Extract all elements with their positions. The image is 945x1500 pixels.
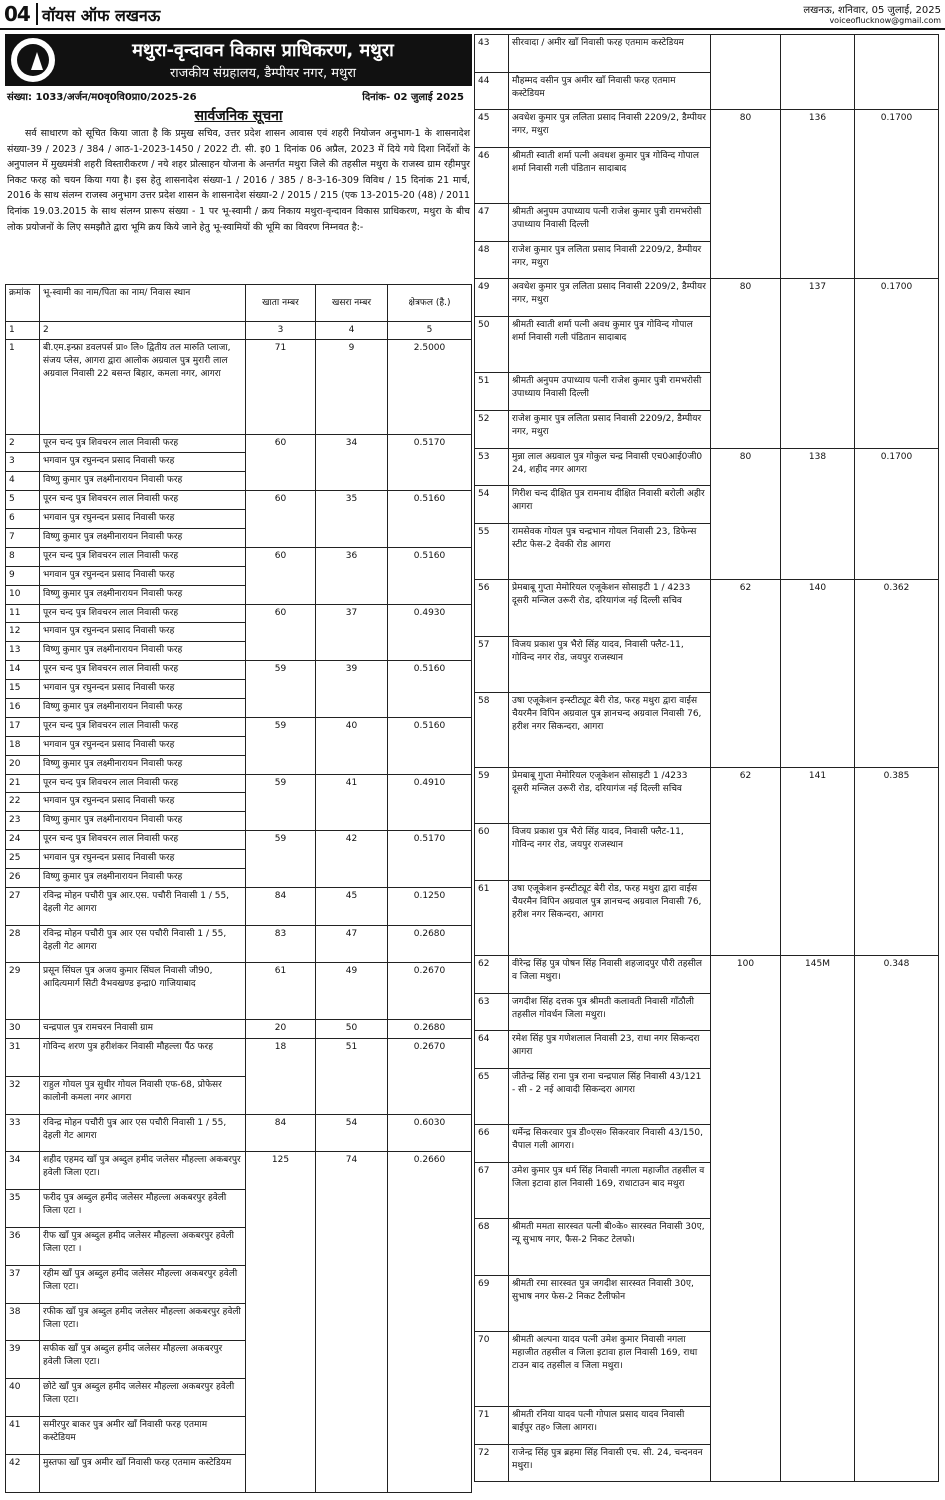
serial-cell: 51 bbox=[475, 373, 509, 411]
serial-cell: 24 bbox=[6, 831, 40, 850]
header-owner: भू-स्वामी का नाम/पिता का नाम/ निवास स्थान bbox=[40, 285, 246, 322]
serial-cell: 44 bbox=[475, 72, 509, 110]
khata-cell: 84 bbox=[246, 1114, 316, 1152]
authority-name: मथुरा-वृन्दावन विकास प्राधिकरण, मथुरा bbox=[132, 40, 394, 61]
serial-cell: 7 bbox=[6, 528, 40, 547]
table-row bbox=[475, 448, 939, 486]
area-cell: 0.1700 bbox=[855, 110, 939, 279]
owner-cell: विष्णु कुमार पुत्र लक्ष्मीनारायन निवासी फरह bbox=[40, 868, 246, 887]
serial-cell: 22 bbox=[6, 793, 40, 812]
owner-cell: वीरेन्द्र सिंह पुत्र पोषन सिंह निवासी शहजादपुर पौरी तहसील व जिला मथुरा। bbox=[509, 956, 711, 994]
serial-cell: 12 bbox=[6, 623, 40, 642]
table-row bbox=[6, 925, 472, 963]
khata-cell: 59 bbox=[246, 717, 316, 774]
khasra-cell: 140 bbox=[781, 580, 855, 768]
area-cell: 0.2680 bbox=[388, 925, 472, 963]
area-cell: 2.5000 bbox=[388, 340, 472, 435]
notice-body: सर्व साधारण को सूचित किया जाता है कि प्रमुख सचिव, उत्तर प्रदेश शासन आवास एवं शहरी नियोजन अनुभाग-1 के शासनादेश संख्या-39 / 2023 / 384 / आठ-1-2023-1450 / 2022 टी. सी. इ0 1 दिनांक 06 अप्रैल, 2023 में दिये गये दिशा निर्देशों के अनुपालन में मुख्यमंत्री शहरी विस्तारीकरण / नये शहर प्रोत्साहन योजना के अन्तर्गत मथुरा जिले की तहसील मथुरा के राजस्व ग्राम रहीमपुर निकट फरह को चयन किया गया है। इस हेतु शासनादेश संख्या-1 / 2016 / 385 / 8-3-16-309 विविध / 15 दिनांक 21 मार्च, 2016 के साथ संलग्न राजस्व अनुभाग उत्तर प्रदेश शासन के शासनादेश संख्या-2 / 2015 / 215 (एक 13-2015-20 (48) / 2011 दिनांक 19.03.2015 के साथ संलग्न प्रारूप संख्या - 1 पर भू-स्वामी / क्रय निकाय मथुरा-वृन्दावन विकास प्राधिकरण, मथुरा के बीच लोक प्रयोजनों के लिए समझौते द्वारा भूमि क्रय किये जाने हेतु भू-स्वामियों की भूमि का विवरण निम्नवत है:- bbox=[7, 128, 470, 233]
owner-cell: विष्णु कुमार पुत्र लक्ष्मीनारायन निवासी फरह bbox=[40, 755, 246, 774]
serial-cell: 28 bbox=[6, 925, 40, 963]
table-row bbox=[6, 547, 472, 566]
owner-cell: श्रीमती अल्पना यादव पत्नी उमेश कुमार निवासी नगला महाजीत तहसील व जिला इटावा हाल निवासी 169, राधा टाउन बाद तहसील व जिला मथुरा। bbox=[509, 1331, 711, 1406]
table-row bbox=[6, 887, 472, 925]
owner-cell: भगवान पुत्र रघुनन्दन प्रसाद निवासी फरह bbox=[40, 793, 246, 812]
khata-cell bbox=[711, 35, 781, 110]
serial-cell: 66 bbox=[475, 1125, 509, 1163]
land-table-right bbox=[474, 34, 939, 1482]
table-row bbox=[6, 963, 472, 1020]
serial-cell: 11 bbox=[6, 604, 40, 623]
table-row bbox=[6, 831, 472, 850]
serial-cell: 65 bbox=[475, 1068, 509, 1124]
owner-cell: पूरन चन्द पुत्र शिवचरन लाल निवासी फरह bbox=[40, 604, 246, 623]
owner-cell: प्रेमबाबू गुप्ता मेमोरियल एजूकेशन सोसाइटी 1 /4233 दूसरी मन्जिल उरूरी रोड, दरियागंज नई दिल्ली सचिव bbox=[509, 768, 711, 824]
khata-cell: 60 bbox=[246, 604, 316, 661]
serial-cell: 58 bbox=[475, 692, 509, 767]
owner-cell: फरीद पुत्र अब्दुल हमीद जलेसर मौहल्ला अकबरपुर हवेली जिला एटा । bbox=[40, 1190, 246, 1228]
table-row bbox=[475, 956, 939, 994]
land-table-left bbox=[5, 284, 472, 1493]
khasra-cell: 36 bbox=[316, 547, 388, 604]
serial-cell: 57 bbox=[475, 636, 509, 692]
owner-cell: विष्णु कुमार पुत्र लक्ष्मीनारायन निवासी फरह bbox=[40, 472, 246, 491]
serial-cell: 64 bbox=[475, 1031, 509, 1069]
issue-date: लखनऊ, शनिवार, 05 जुलाई, 2025 bbox=[803, 5, 941, 16]
reference-line bbox=[5, 88, 472, 104]
owner-cell: सीरवादा / अमीर खाँ निवासी फरह एतमाम कस्टेडियम bbox=[509, 35, 711, 73]
serial-cell: 16 bbox=[6, 698, 40, 717]
owner-cell: विष्णु कुमार पुत्र लक्ष्मीनारायन निवासी फरह bbox=[40, 812, 246, 831]
khata-cell: 62 bbox=[711, 768, 781, 956]
serial-cell: 34 bbox=[6, 1152, 40, 1190]
serial-cell: 70 bbox=[475, 1331, 509, 1406]
khasra-cell: 9 bbox=[316, 340, 388, 435]
serial-cell: 17 bbox=[6, 717, 40, 736]
table-row bbox=[475, 580, 939, 636]
serial-cell: 39 bbox=[6, 1341, 40, 1379]
khata-cell: 84 bbox=[246, 887, 316, 925]
owner-cell: रीफ खाँ पुत्र अब्दुल हमीद जलेसर मौहल्ला अकबरपुर हवेली जिला एटा । bbox=[40, 1228, 246, 1266]
khata-cell: 62 bbox=[711, 580, 781, 768]
owner-cell: भगवान पुत्र रघुनन्दन प्रसाद निवासी फरह bbox=[40, 736, 246, 755]
table-header-row bbox=[6, 285, 472, 322]
table-row bbox=[475, 110, 939, 148]
serial-cell: 54 bbox=[475, 486, 509, 524]
owner-cell: जगदीश सिंह दत्तक पुत्र श्रीमती कलावती निवासी गाँठौली तहसील गोवर्धन जिला मथुरा। bbox=[509, 993, 711, 1031]
owner-cell: श्रीमती ममता सारस्वत पत्नी बी०के० सारस्वत निवासी 30ए, न्यू सुभाष नगर, फैस-2 निकट टेलफो। bbox=[509, 1219, 711, 1275]
serial-cell: 30 bbox=[6, 1020, 40, 1039]
serial-cell: 41 bbox=[6, 1417, 40, 1455]
owner-cell: भगवान पुत्र रघुनन्दन प्रसाद निवासी फरह bbox=[40, 453, 246, 472]
serial-cell: 6 bbox=[6, 510, 40, 529]
owner-cell: भगवान पुत्र रघुनन्दन प्रसाद निवासी फरह bbox=[40, 850, 246, 869]
area-cell: 0.348 bbox=[855, 956, 939, 1482]
khasra-cell: 45 bbox=[316, 887, 388, 925]
serial-cell: 72 bbox=[475, 1444, 509, 1482]
area-cell: 0.5160 bbox=[388, 661, 472, 718]
area-cell: 0.385 bbox=[855, 768, 939, 956]
khasra-cell: 40 bbox=[316, 717, 388, 774]
serial-cell: 48 bbox=[475, 241, 509, 279]
area-cell: 0.2680 bbox=[388, 1020, 472, 1039]
area-cell: 0.2660 bbox=[388, 1152, 472, 1492]
serial-cell: 10 bbox=[6, 585, 40, 604]
table-row bbox=[6, 661, 472, 680]
serial-cell: 47 bbox=[475, 204, 509, 242]
index-cell: 4 bbox=[316, 322, 388, 340]
owner-cell: विजय प्रकाश पुत्र भैरो सिंह यादव, निवासी फ्लैट-11, गोविन्द नगर रोड, जयपुर राजस्थान bbox=[509, 636, 711, 692]
khasra-cell: 138 bbox=[781, 448, 855, 580]
owner-cell: बी.एम.इन्फ्रा डवलपर्स प्रा० लि० द्वितीय तल मारुति प्लाजा, संजय प्लेस, आगरा द्वारा आलोक अग्रवाल पुत्र मुरारी लाल अग्रवाल निवासी 22 बसन्त बिहार, कमला नगर, आगरा bbox=[40, 340, 246, 435]
owner-cell: पूरन चन्द पुत्र शिवचरन लाल निवासी फरह bbox=[40, 547, 246, 566]
serial-cell: 4 bbox=[6, 472, 40, 491]
owner-cell: मौहम्मद वसीन पुत्र अमीर खाँ निवासी फरह एतमाम कस्टेडियम bbox=[509, 72, 711, 110]
area-cell: 0.5160 bbox=[388, 491, 472, 548]
reference-date: दिनांक- 02 जुलाई 2025 bbox=[362, 92, 464, 103]
table-row bbox=[6, 1020, 472, 1039]
serial-cell: 68 bbox=[475, 1219, 509, 1275]
khata-cell: 83 bbox=[246, 925, 316, 963]
owner-cell: रविन्द्र मोहन पचौरी पुत्र आर एस पचौरी निवासी 1 / 55, देहली गेट आगरा bbox=[40, 1114, 246, 1152]
table-row bbox=[6, 1152, 472, 1190]
owner-cell: उषा एजूकेशन इन्स्टीट्यूट बेरी रोड, फरह मथुरा द्वारा वाईस चैयरमैन विपिन अग्रवाल पुत्र ज्ञानचन्द अग्रवाल निवासी 76, हरीश नगर सिकन्दरा, आगरा bbox=[509, 880, 711, 955]
owner-cell: श्रीमती अनुपम उपाध्याय पत्नी राजेश कुमार पुत्री रामभरोसी उपाध्याय निवासी दिल्ली bbox=[509, 204, 711, 242]
khasra-cell: 141 bbox=[781, 768, 855, 956]
serial-cell: 62 bbox=[475, 956, 509, 994]
authority-address: राजकीय संग्रहालय, डैम्पीयर नगर, मथुरा bbox=[169, 66, 357, 81]
right-column bbox=[474, 34, 939, 1482]
owner-cell: विष्णु कुमार पुत्र लक्ष्मीनारायन निवासी फरह bbox=[40, 642, 246, 661]
khata-cell: 20 bbox=[246, 1020, 316, 1039]
serial-cell: 29 bbox=[6, 963, 40, 1020]
serial-cell: 32 bbox=[6, 1076, 40, 1114]
area-cell: 0.5170 bbox=[388, 434, 472, 491]
serial-cell: 63 bbox=[475, 993, 509, 1031]
owner-cell: श्रीमती रमा सारस्वत पुत्र जगदीश सारस्वत निवासी 30ए, सुभाष नगर फेस-2 निकट टैलीफोन bbox=[509, 1275, 711, 1331]
owner-cell: पूरन चन्द पुत्र शिवचरन लाल निवासी फरह bbox=[40, 831, 246, 850]
serial-cell: 50 bbox=[475, 316, 509, 372]
owner-cell: पूरन चन्द पुत्र शिवचरन लाल निवासी फरह bbox=[40, 491, 246, 510]
serial-cell: 67 bbox=[475, 1162, 509, 1218]
owner-cell: भगवान पुत्र रघुनन्दन प्रसाद निवासी फरह bbox=[40, 623, 246, 642]
owner-cell: विष्णु कुमार पुत्र लक्ष्मीनारायन निवासी फरह bbox=[40, 698, 246, 717]
serial-cell: 36 bbox=[6, 1228, 40, 1266]
serial-cell: 55 bbox=[475, 523, 509, 579]
khasra-cell: 41 bbox=[316, 774, 388, 831]
khasra-cell: 47 bbox=[316, 925, 388, 963]
header-khata: खाता नम्बर bbox=[246, 285, 316, 322]
owner-cell: राजेन्द्र सिंह पुत्र ब्रहमा सिंह निवासी एच. सी. 24, चन्दनवन मथुरा। bbox=[509, 1444, 711, 1482]
owner-cell: चन्द्रपाल पुत्र रामचरन निवासी ग्राम bbox=[40, 1020, 246, 1039]
owner-cell: भगवान पुत्र रघुनन्दन प्रसाद निवासी फरह bbox=[40, 566, 246, 585]
area-cell: 0.1700 bbox=[855, 279, 939, 448]
table-row bbox=[475, 768, 939, 824]
serial-cell: 53 bbox=[475, 448, 509, 486]
owner-cell: पूरन चन्द पुत्र शिवचरन लाल निवासी फरह bbox=[40, 774, 246, 793]
notice-title: सार्वजनिक सूचना bbox=[194, 108, 283, 124]
table-row bbox=[6, 434, 472, 453]
serial-cell: 3 bbox=[6, 453, 40, 472]
owner-cell: पूरन चन्द पुत्र शिवचरन लाल निवासी फरह bbox=[40, 717, 246, 736]
khata-cell: 71 bbox=[246, 340, 316, 435]
masthead-divider bbox=[36, 3, 38, 25]
khasra-cell: 51 bbox=[316, 1039, 388, 1115]
khata-cell: 125 bbox=[246, 1152, 316, 1492]
area-cell: 0.1700 bbox=[855, 448, 939, 580]
serial-cell: 8 bbox=[6, 547, 40, 566]
owner-cell: प्रसून सिंघल पुत्र अजय कुमार सिंघल निवासी जी90, आदित्यमार्ग सिटी वैभवखण्ड इन्द्रा0 गाजियाबाद bbox=[40, 963, 246, 1020]
area-cell: 0.4930 bbox=[388, 604, 472, 661]
khasra-cell: 74 bbox=[316, 1152, 388, 1492]
owner-cell: विष्णु कुमार पुत्र लक्ष्मीनारायन निवासी फरह bbox=[40, 528, 246, 547]
area-cell: 0.362 bbox=[855, 580, 939, 768]
khata-cell: 60 bbox=[246, 547, 316, 604]
newspaper-name: वॉयस ऑफ लखनऊ bbox=[42, 6, 161, 25]
index-cell: 2 bbox=[40, 322, 246, 340]
khasra-cell: 42 bbox=[316, 831, 388, 888]
khata-cell: 59 bbox=[246, 661, 316, 718]
header-khasra: खसरा नम्बर bbox=[316, 285, 388, 322]
owner-cell: रहीम खाँ पुत्र अब्दुल हमीद जलेसर मौहल्ला अकबरपुर हवेली जिला एटा। bbox=[40, 1265, 246, 1303]
serial-cell: 13 bbox=[6, 642, 40, 661]
owner-cell: पूरन चन्द पुत्र शिवचरन लाल निवासी फरह bbox=[40, 661, 246, 680]
serial-cell: 42 bbox=[6, 1454, 40, 1492]
khasra-cell: 37 bbox=[316, 604, 388, 661]
owner-cell: गोविन्द शरण पुत्र हरीशंकर निवासी मौहल्ला पैंठ फरह bbox=[40, 1039, 246, 1077]
area-cell: 0.1250 bbox=[388, 887, 472, 925]
owner-cell: रविन्द्र मोहन पचौरी पुत्र आर एस पचौरी निवासी 1 / 55, देहली गेट आगरा bbox=[40, 925, 246, 963]
khata-cell: 100 bbox=[711, 956, 781, 1482]
owner-cell: पूरन चन्द पुत्र शिवचरन लाल निवासी फरह bbox=[40, 434, 246, 453]
khasra-cell: 39 bbox=[316, 661, 388, 718]
serial-cell: 45 bbox=[475, 110, 509, 148]
serial-cell: 71 bbox=[475, 1407, 509, 1445]
serial-cell: 26 bbox=[6, 868, 40, 887]
khata-cell: 59 bbox=[246, 774, 316, 831]
owner-cell: छोटे खाँ पुत्र अब्दुल हमीद जलेसर मौहल्ला अकबरपुर हवेली जिला एटा। bbox=[40, 1379, 246, 1417]
index-cell: 5 bbox=[388, 322, 472, 340]
khasra-cell: 35 bbox=[316, 491, 388, 548]
owner-cell: उमेश कुमार पुत्र धर्म सिंह निवासी नगला महाजीत तहसील व जिला इटावा हाल निवासी 169, राधाटाउन बाद मथुरा bbox=[509, 1162, 711, 1218]
serial-cell: 43 bbox=[475, 35, 509, 73]
owner-cell: राजेश कुमार पुत्र ललिता प्रसाद निवासी 2209/2, डैम्पीयर नगर, मथुरा bbox=[509, 241, 711, 279]
table-row bbox=[6, 1114, 472, 1152]
authority-logo-icon bbox=[11, 38, 55, 82]
khasra-cell: 54 bbox=[316, 1114, 388, 1152]
owner-cell: शहीद एहमद खाँ पुत्र अब्दुल हमीद जलेसर मौहल्ला अकबरपुर हवेली जिला एटा। bbox=[40, 1152, 246, 1190]
khasra-cell bbox=[781, 35, 855, 110]
khata-cell: 80 bbox=[711, 110, 781, 279]
serial-cell: 33 bbox=[6, 1114, 40, 1152]
table-index-row bbox=[6, 322, 472, 340]
table-body-right bbox=[475, 35, 939, 1482]
table-row bbox=[6, 1039, 472, 1077]
left-column bbox=[5, 34, 472, 1493]
owner-cell: राजेश कुमार पुत्र ललिता प्रसाद निवासी 2209/2, डैम्पीयर नगर, मथुरा bbox=[509, 410, 711, 448]
table-row bbox=[6, 491, 472, 510]
serial-cell: 25 bbox=[6, 850, 40, 869]
owner-cell: गिरीश चन्द दीक्षित पुत्र रामनाथ दीक्षित निवासी बरोली अहीर आगरा bbox=[509, 486, 711, 524]
serial-cell: 46 bbox=[475, 147, 509, 203]
serial-cell: 49 bbox=[475, 279, 509, 317]
serial-cell: 27 bbox=[6, 887, 40, 925]
area-cell: 0.5170 bbox=[388, 831, 472, 888]
index-cell: 3 bbox=[246, 322, 316, 340]
owner-cell: श्रीमती अनुपम उपाध्याय पत्नी राजेश कुमार पुत्री रामभरोसी उपाध्याय निवासी दिल्ली bbox=[509, 373, 711, 411]
table-row bbox=[475, 35, 939, 73]
khata-cell: 60 bbox=[246, 434, 316, 491]
reference-number: संख्या: 1033/अर्जन/म0वृ0वि0प्रा0/2025-26 bbox=[7, 92, 197, 103]
serial-cell: 9 bbox=[6, 566, 40, 585]
serial-cell: 40 bbox=[6, 1379, 40, 1417]
serial-cell: 38 bbox=[6, 1303, 40, 1341]
serial-cell: 2 bbox=[6, 434, 40, 453]
khasra-cell: 49 bbox=[316, 963, 388, 1020]
khata-cell: 80 bbox=[711, 279, 781, 448]
table-row bbox=[6, 717, 472, 736]
page-number: 04 bbox=[4, 2, 30, 26]
owner-cell: समीरपुर बाकर पुत्र अमीर खाँ निवासी फरह एतमाम कस्टेडियम bbox=[40, 1417, 246, 1455]
owner-cell: श्रीमती स्वाती शर्मा पत्नी अवध कुमार पुत्र गोविन्द गोपाल शर्मा निवासी गली पंडितान सादाबाद bbox=[509, 316, 711, 372]
area-cell: 0.4910 bbox=[388, 774, 472, 831]
area-cell: 0.6030 bbox=[388, 1114, 472, 1152]
serial-cell: 52 bbox=[475, 410, 509, 448]
owner-cell: रफीक खाँ पुत्र अब्दुल हमीद जलेसर मौहल्ला अकबरपुर हवेली जिला एटा। bbox=[40, 1303, 246, 1341]
khasra-cell: 50 bbox=[316, 1020, 388, 1039]
owner-cell: श्रीमती स्वाती शर्मा पत्नी अवधश कुमार पुत्र गोविन्द गोपाल शर्मा निवासी गली पंडितान सादाबाद bbox=[509, 147, 711, 203]
serial-cell: 18 bbox=[6, 736, 40, 755]
khasra-cell: 136 bbox=[781, 110, 855, 279]
area-cell: 0.5160 bbox=[388, 547, 472, 604]
table-row bbox=[475, 279, 939, 317]
owner-cell: श्रीमती रनिया यादव पत्नी गोपाल प्रसाद यादव निवासी बाईपुर तह० जिला आगरा। bbox=[509, 1407, 711, 1445]
table-row bbox=[6, 604, 472, 623]
area-cell: 0.2670 bbox=[388, 963, 472, 1020]
owner-cell: रविन्द्र मोहन पचौरी पुत्र आर.एस. पचौरी निवासी 1 / 55, देहली गेट आगरा bbox=[40, 887, 246, 925]
serial-cell: 56 bbox=[475, 580, 509, 636]
contact-email: voiceoflucknow@gmail.com bbox=[829, 16, 941, 25]
owner-cell: अवधेश कुमार पुत्र ललिता प्रसाद निवासी 2209/2, डैम्पीयर नगर, मथुरा bbox=[509, 110, 711, 148]
table-row bbox=[6, 774, 472, 793]
khata-cell: 61 bbox=[246, 963, 316, 1020]
serial-cell: 61 bbox=[475, 880, 509, 955]
owner-cell: अवधेश कुमार पुत्र ललिता प्रसाद निवासी 2209/2, डैम्पीयर नगर, मथुरा bbox=[509, 279, 711, 317]
table-body-left bbox=[6, 340, 472, 1493]
owner-cell: राहुल गोयल पुत्र सुधीर गोयल निवासी एफ-68, प्रोफेसर कालोनी कमला नगर आगरा bbox=[40, 1076, 246, 1114]
owner-cell: धर्मेन्द्र सिकरवार पुत्र डी०एस० सिकरवार निवासी 43/150, चैपाल गली आगरा। bbox=[509, 1125, 711, 1163]
serial-cell: 60 bbox=[475, 824, 509, 880]
serial-cell: 1 bbox=[6, 340, 40, 435]
owner-cell: रामसेवक गोयल पुत्र चन्द्रभान गोयल निवासी 23, डिफेन्स स्टीट फेस-2 देवकी रोड आगरा bbox=[509, 523, 711, 579]
header-area: क्षेत्रफल (है.) bbox=[388, 285, 472, 322]
authority-banner bbox=[5, 34, 472, 86]
khata-cell: 60 bbox=[246, 491, 316, 548]
khata-cell: 18 bbox=[246, 1039, 316, 1115]
serial-cell: 23 bbox=[6, 812, 40, 831]
index-cell: 1 bbox=[6, 322, 40, 340]
owner-cell: जीतेन्द्र सिंह राना पुत्र राना चन्द्रपाल सिंह निवासी 43/121 - सी - 2 नई आवादी सिकन्दरा आगरा bbox=[509, 1068, 711, 1124]
owner-cell: सफीक खाँ पुत्र अब्दुल हमीद जलेसर मौहल्ला अकबरपुर हवेली जिला एटा। bbox=[40, 1341, 246, 1379]
table-row bbox=[6, 340, 472, 435]
owner-cell: रमेश सिंह पुत्र गणेशलाल निवासी 23, राधा नगर सिकन्दरा आगरा bbox=[509, 1031, 711, 1069]
area-cell bbox=[855, 35, 939, 110]
owner-cell: भगवान पुत्र रघुनन्दन प्रसाद निवासी फरह bbox=[40, 680, 246, 699]
owner-cell: भगवान पुत्र रघुनन्दन प्रसाद निवासी फरह bbox=[40, 510, 246, 529]
serial-cell: 5 bbox=[6, 491, 40, 510]
area-cell: 0.5160 bbox=[388, 717, 472, 774]
khata-cell: 59 bbox=[246, 831, 316, 888]
khasra-cell: 34 bbox=[316, 434, 388, 491]
owner-cell: मुन्ना लाल अग्रवाल पुत्र गोकुल चन्द्र निवासी एच0आई0जी0 24, शहीद नगर आगरा bbox=[509, 448, 711, 486]
serial-cell: 59 bbox=[475, 768, 509, 824]
serial-cell: 21 bbox=[6, 774, 40, 793]
serial-cell: 14 bbox=[6, 661, 40, 680]
serial-cell: 35 bbox=[6, 1190, 40, 1228]
serial-cell: 31 bbox=[6, 1039, 40, 1077]
khasra-cell: 145M bbox=[781, 956, 855, 1482]
owner-cell: प्रेमबाबू गुप्ता मेमोरियल एजूकेशन सोसाइटी 1 / 4233 दूसरी मन्जिल उरूरी रोड, दरियागंज नई दिल्ली सचिव bbox=[509, 580, 711, 636]
serial-cell: 20 bbox=[6, 755, 40, 774]
owner-cell: विष्णु कुमार पुत्र लक्ष्मीनारायन निवासी फरह bbox=[40, 585, 246, 604]
masthead bbox=[0, 0, 945, 30]
serial-cell: 69 bbox=[475, 1275, 509, 1331]
area-cell: 0.2670 bbox=[388, 1039, 472, 1115]
owner-cell: मुस्तफा खाँ पुत्र अमीर खाँ निवासी फरह एतमाम कस्टेडियम bbox=[40, 1454, 246, 1492]
serial-cell: 37 bbox=[6, 1265, 40, 1303]
khasra-cell: 137 bbox=[781, 279, 855, 448]
header-serial: क्रमांक bbox=[6, 285, 40, 322]
owner-cell: विजय प्रकाश पुत्र भैरो सिंह यादव, निवासी फ्लैट-11, गोविन्द नगर रोड, जयपुर राजस्थान bbox=[509, 824, 711, 880]
khata-cell: 80 bbox=[711, 448, 781, 580]
owner-cell: उषा एजूकेशन इन्स्टीट्यूट बेरी रोड, फरह मथुरा द्वारा वाईस चैयरमैन विपिन अग्रवाल पुत्र ज्ञानचन्द अग्रवाल निवासी 76, हरीश नगर सिकन्दरा, आगरा bbox=[509, 692, 711, 767]
serial-cell: 15 bbox=[6, 680, 40, 699]
